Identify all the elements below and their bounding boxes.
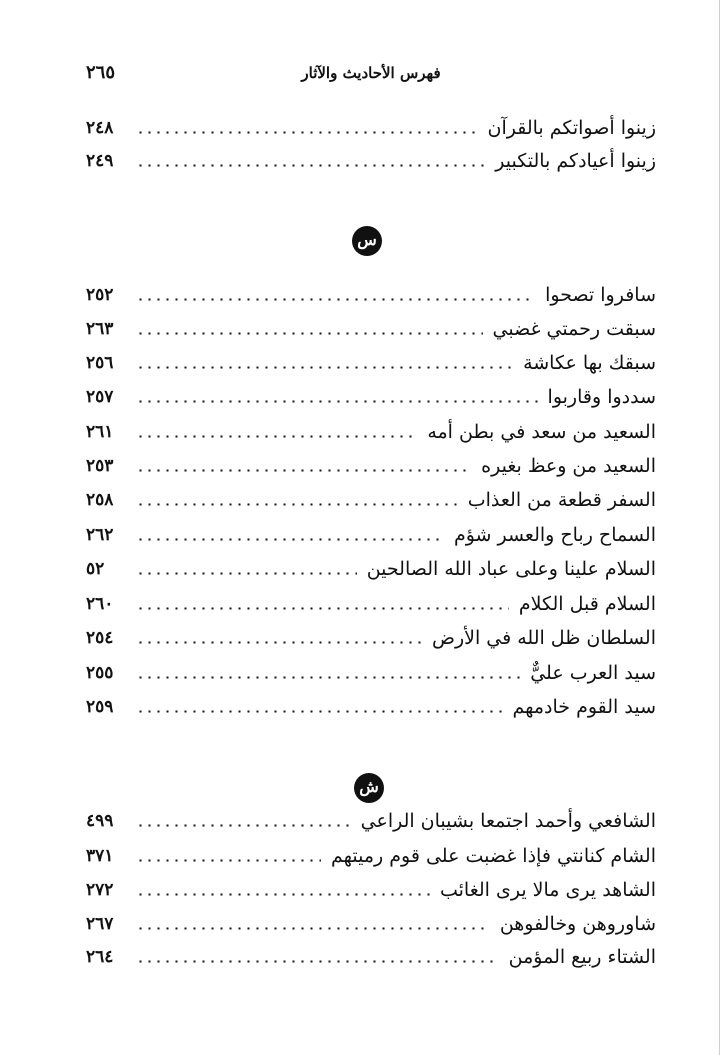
page-number: ٢٦٥ — [86, 62, 116, 83]
index-entry — [86, 112, 656, 144]
dot-leader — [136, 859, 321, 862]
dot-leader — [136, 960, 499, 963]
entry-page-number: ٢٤٨ — [86, 118, 114, 138]
entry-page-number: ٢٥٥ — [86, 663, 114, 683]
running-title: فهرس الأحاديث والآثار — [301, 64, 441, 82]
index-entry — [86, 622, 656, 654]
index-entry — [86, 347, 656, 379]
entry-text: زينوا أصواتكم بالقرآن — [487, 117, 656, 139]
index-entry — [86, 874, 656, 906]
entry-page-number: ٢٦٧ — [86, 914, 114, 934]
dot-leader — [136, 572, 357, 575]
dot-leader — [136, 676, 520, 679]
index-entry — [86, 588, 656, 620]
entry-text: سافروا تصحوا — [545, 284, 656, 306]
entry-text: السماح رباح والعسر شؤم — [453, 524, 656, 546]
section-letter-badge: س — [352, 226, 382, 256]
dot-leader — [136, 503, 458, 506]
entry-text: الشاهد يرى مالا يرى الغائب — [439, 879, 656, 901]
index-entry — [86, 145, 656, 177]
index-entry — [86, 941, 656, 973]
dot-leader — [136, 607, 509, 610]
dot-leader — [136, 469, 471, 472]
dot-leader — [136, 435, 417, 438]
dot-leader — [136, 400, 538, 403]
dot-leader — [136, 164, 485, 167]
entry-text: سبقك بها عكاشة — [523, 352, 656, 374]
entry-page-number: ٢٦١ — [86, 422, 114, 442]
index-entry — [86, 450, 656, 482]
entry-page-number: ٥٢ — [86, 559, 105, 579]
index-entry — [86, 484, 656, 516]
dot-leader — [136, 538, 444, 541]
index-entry — [86, 805, 656, 837]
entry-page-number: ٢٦٠ — [86, 594, 114, 614]
entry-page-number: ٢٥٣ — [86, 456, 114, 476]
entry-page-number: ٢٥٦ — [86, 353, 114, 373]
entry-text: شاوروهن وخالفوهن — [499, 913, 656, 935]
entry-text: الشام كنانتي فإذا غضبت على قوم رميتهم — [331, 845, 656, 867]
entry-text: السعيد من وعظ بغيره — [481, 455, 656, 477]
index-entry — [86, 313, 656, 345]
entry-text: الشافعي وأحمد اجتمعا بشيبان الراعي — [360, 810, 656, 832]
entry-text: السعيد من سعد في بطن أمه — [427, 421, 656, 443]
entry-page-number: ٢٥٤ — [86, 628, 114, 648]
entry-text: زينوا أعيادكم بالتكبير — [495, 150, 656, 172]
entry-text: سبقت رحمتي غضبي — [492, 318, 656, 340]
dot-leader — [136, 893, 430, 896]
entry-text: السلطان ظل الله في الأرض — [431, 627, 656, 649]
entry-page-number: ٢٥٧ — [86, 387, 114, 407]
entry-page-number: ٢٧٢ — [86, 880, 114, 900]
entry-page-number: ٢٥٢ — [86, 285, 114, 305]
dot-leader — [136, 298, 535, 301]
entry-text: سددوا وقاربوا — [547, 386, 656, 408]
entry-page-number: ٢٥٩ — [86, 697, 114, 717]
dot-leader — [136, 332, 483, 335]
page-edge-rule — [719, 0, 720, 1055]
entry-page-number: ٢٦٤ — [86, 947, 114, 967]
dot-leader — [136, 366, 513, 369]
index-entry — [86, 657, 656, 689]
index-entry — [86, 840, 656, 872]
entry-page-number: ٢٦٣ — [86, 319, 114, 339]
index-entry — [86, 381, 656, 413]
index-entry — [86, 416, 656, 448]
entry-page-number: ٤٩٩ — [86, 811, 114, 831]
index-entry — [86, 691, 656, 723]
entry-text: الشتاء ربيع المؤمن — [508, 946, 656, 968]
index-entry — [86, 279, 656, 311]
dot-leader — [136, 131, 478, 134]
entry-page-number: ٢٦٢ — [86, 525, 114, 545]
entry-text: سيد القوم خادمهم — [512, 696, 656, 718]
dot-leader — [136, 824, 351, 827]
entry-text: السلام قبل الكلام — [518, 593, 656, 615]
entry-text: سيد العرب عليٌّ — [530, 662, 656, 684]
dot-leader — [136, 641, 422, 644]
dot-leader — [136, 710, 502, 713]
page-header — [86, 62, 656, 88]
section-letter-badge: ش — [354, 773, 384, 803]
entry-text: السلام علينا وعلى عباد الله الصالحين — [366, 558, 656, 580]
index-entry — [86, 908, 656, 940]
index-entry — [86, 519, 656, 551]
entry-page-number: ٣٧١ — [86, 846, 114, 866]
index-entry — [86, 553, 656, 585]
entry-page-number: ٢٤٩ — [86, 151, 114, 171]
entry-page-number: ٢٥٨ — [86, 490, 114, 510]
entry-text: السفر قطعة من العذاب — [467, 489, 656, 511]
dot-leader — [136, 927, 490, 930]
